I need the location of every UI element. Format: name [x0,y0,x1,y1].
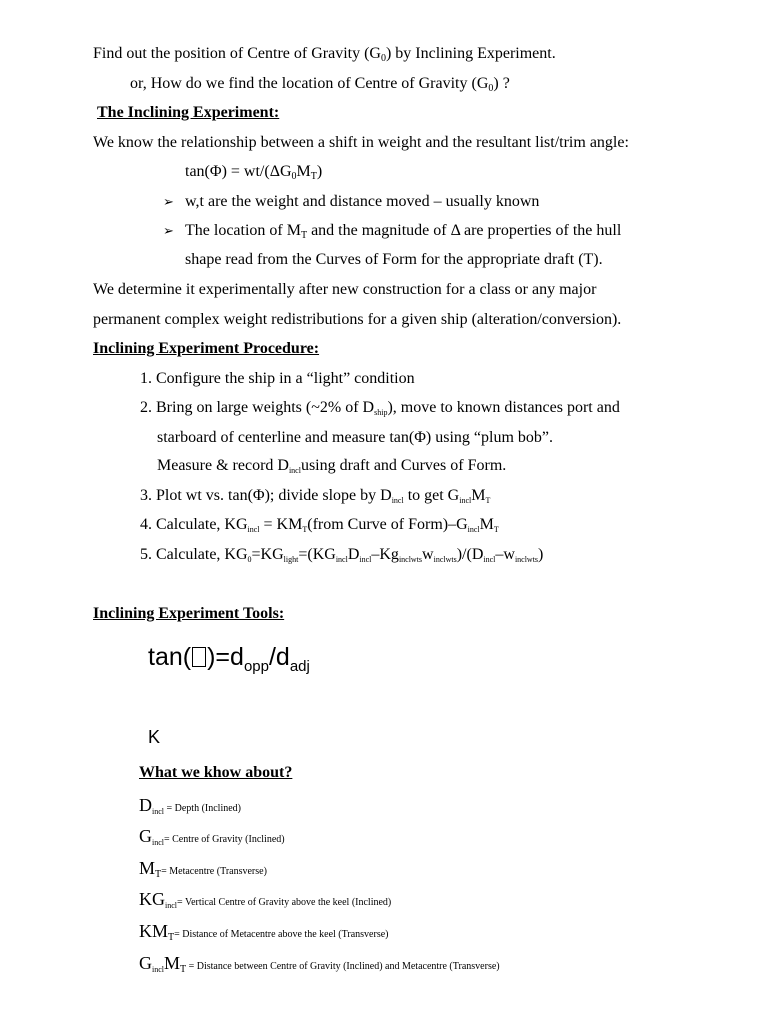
arrow-bullet-icon: ➢ [163,223,174,238]
title-text: Find out the position of Centre of Gravity (G [93,45,381,62]
step-2-measure-a: Measure & record D [157,457,289,474]
def-text: = Distance of Metacentre above the keel (Transverse) [174,929,389,940]
definition-km [139,921,388,945]
def-text: = Depth (Inclined) [164,803,242,814]
formula-sub2: T [310,171,317,182]
step-4-sub3: incl [467,525,480,534]
question-end: ) ? [493,75,510,92]
def-symbol: G [139,953,152,973]
step-4-a: 4. Calculate, KG [140,516,248,533]
tools-formula-c: /d [268,643,290,671]
determine-line-1: We determine it experimentally after new construction for a class or any major [93,281,597,298]
step-4-sub1: incl [247,525,260,534]
step-3-c: M [471,487,486,504]
step-3-a: 3. Plot wt vs. tan(Φ); divide slope by D [140,487,392,504]
step-3-sub1: incl [391,496,404,505]
bullet-2-text-a: The location of M [185,222,301,239]
def-symbol-2: M [164,953,181,973]
def-sub: T [155,869,162,880]
procedure-step-2-continued: starboard of centerline and measure tan(Φ) using “plum bob”. [157,429,553,446]
step-5-sub4: incl [359,555,372,564]
step-5-i: ) [538,546,544,563]
bullet-1 [163,192,539,212]
arrow-bullet-icon: ➢ [163,194,174,209]
title-end: ) by Inclining Experiment. [385,45,556,62]
step-5-sub6: inclwts [433,555,457,564]
step-2-measure-b: using draft and Curves of Form. [300,457,507,474]
step-5-sub3: incl [335,555,348,564]
tools-formula [148,640,310,674]
step-4-d: M [479,516,494,533]
tools-formula-a: tan( [148,643,192,671]
question-subscript: 0 [488,83,494,94]
formula-mid: M [296,163,311,180]
procedure-step-4 [140,515,499,535]
def-symbol: M [139,858,156,878]
procedure-step-2 [140,398,620,418]
step-5-sub5: inclwts [398,555,423,564]
def-symbol: D [139,795,152,815]
formula-end: ) [316,163,323,180]
heading-inclining-experiment: The Inclining Experiment: [97,104,280,121]
step-5-sub1: 0 [247,555,252,564]
step-2-b: ), move to known distances port and [387,399,620,416]
bullet-2 [163,221,621,241]
def-symbol: KG [139,889,165,909]
stray-k: K [148,727,161,747]
def-text: = Centre of Gravity (Inclined) [164,834,285,845]
def-sub: incl [165,901,177,910]
formula-sub1: 0 [291,171,297,182]
step-5-b: =KG [251,546,284,563]
step-5-c: =(KG [298,546,336,563]
step-5-h: –w [495,546,515,563]
tools-formula-sub1: opp [243,658,269,675]
def-sub: T [168,932,175,943]
def-text: = Distance between Centre of Gravity (Inclined) and Metacentre (Transverse) [186,961,500,972]
determine-line-2: permanent complex weight redistributions for a given ship (alteration/conversion). [93,311,622,328]
question-line [130,74,510,94]
heading-tools: Inclining Experiment Tools: [93,605,285,622]
bullet-1-text: w,t are the weight and distance moved – usually known [185,193,540,210]
tan-formula [185,162,322,182]
step-4-b: = KM [259,516,303,533]
def-sub-2: T [180,964,187,975]
heading-procedure: Inclining Experiment Procedure: [93,340,320,357]
heading-what-we-know: What we khow about? [139,764,293,781]
step-3-sub2: incl [459,496,472,505]
formula-prefix: tan(Φ) = wt/(ΔG [185,163,292,180]
step-4-sub2: T [302,525,308,534]
definition-centre-of-gravity [139,826,285,850]
procedure-step-1: 1. Configure the ship in a “light” condition [140,370,415,387]
step-2-measure-sub: incl [288,466,301,475]
tools-formula-sub2: adj [289,658,310,675]
title-line [93,44,556,64]
step-4-sub4: T [493,525,499,534]
title-subscript: 0 [380,53,386,64]
question-text: or, How do we find the location of Centre of Gravity (G [130,75,489,92]
relationship-text: We know the relationship between a shift in weight and the resultant list/trim angle: [93,134,629,151]
definition-metacentre [139,858,267,882]
tools-formula-b: )=d [207,643,244,671]
def-sub: incl [152,807,164,816]
step-5-sub7: incl [483,555,496,564]
bullet-2-text-b: and the magnitude of Δ are properties of the hull [307,222,622,239]
step-2-a: 2. Bring on large weights (~2% of D [140,399,375,416]
definition-gm [139,953,500,977]
step-5-f: w [422,546,434,563]
step-2-sub: ship [374,408,388,417]
step-3-b: to get G [403,487,460,504]
step-4-c: (from Curve of Form)–G [307,516,468,533]
step-5-sub8: inclwts [514,555,539,564]
missing-glyph-box-icon [192,647,206,667]
procedure-step-3 [140,486,490,506]
procedure-step-5 [140,545,543,565]
procedure-step-2-measure [157,456,506,476]
def-symbol: KM [139,921,169,941]
step-5-d: D [347,546,360,563]
step-5-e: –Kg [371,546,399,563]
step-5-a: 5. Calculate, KG [140,546,248,563]
bullet-2-sub: T [300,230,308,241]
def-sub: incl [152,965,164,974]
step-5-sub2: light [283,555,299,564]
def-symbol: G [139,826,152,846]
def-text: = Vertical Centre of Gravity above the keel (Inclined) [177,897,392,908]
bullet-2-continued: shape read from the Curves of Form for the appropriate draft (T). [185,251,603,268]
definition-depth [139,795,241,819]
definition-kg [139,889,391,913]
step-5-g: )/(D [456,546,484,563]
step-3-sub3: T [485,496,491,505]
def-sub: incl [152,838,164,847]
def-text: = Metacentre (Transverse) [161,866,267,877]
